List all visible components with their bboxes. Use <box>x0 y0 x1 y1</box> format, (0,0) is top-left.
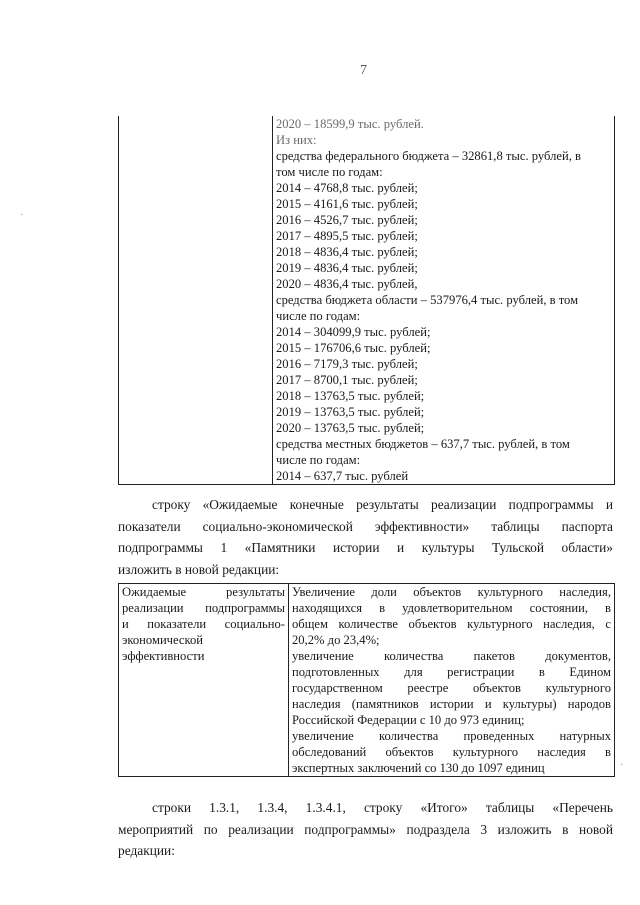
results-right-line: наследия (памятников истории и культуры) народов <box>292 697 611 711</box>
funding-line: 2017 – 4895,5 тыс. рублей; <box>276 229 418 243</box>
results-left-line: Ожидаемые результаты <box>122 585 285 599</box>
results-table-left-cell <box>119 584 289 777</box>
results-right-line: Российской Федерации с 10 до 973 единиц; <box>292 713 525 727</box>
funding-table-left-cell <box>119 116 273 485</box>
funding-line: 2014 – 637,7 тыс. рублей <box>276 469 409 483</box>
scan-speck: · <box>620 760 624 771</box>
paragraph-line: подпрограммы 1 «Памятники истории и культуры Тульской области» <box>118 540 613 555</box>
funding-line: том числе по годам: <box>276 165 383 179</box>
funding-line: средства местных бюджетов – 637,7 тыс. рублей, в том <box>276 437 570 451</box>
paragraph-line: показатели социально-экономической эффективности» таблицы паспорта <box>118 518 613 534</box>
funding-line: 2014 – 4768,8 тыс. рублей; <box>276 181 418 195</box>
funding-table <box>118 116 615 485</box>
results-right-line: подготовленных для регистрации в Едином <box>292 665 611 679</box>
funding-line: числе по годам: <box>276 309 361 323</box>
results-right-line: Увеличение доли объектов культурного наследия, <box>292 585 611 599</box>
page-number: 7 <box>360 63 367 78</box>
results-left-line: эффективности <box>122 649 205 663</box>
results-right-line: находящихся в удовлетворительном состоянии, в <box>292 601 611 615</box>
paragraph-passport-row <box>118 494 613 580</box>
results-table <box>118 583 615 777</box>
funding-line: 2016 – 4526,7 тыс. рублей; <box>276 213 418 227</box>
funding-line: 2017 – 8700,1 тыс. рублей; <box>276 373 418 387</box>
results-right-line: общем количестве объектов культурного наследия, с <box>292 617 611 631</box>
funding-line: средства федерального бюджета – 32861,8 тыс. рублей, в <box>276 149 581 163</box>
funding-line: 2018 – 13763,5 тыс. рублей; <box>276 389 425 403</box>
funding-line: 2015 – 4161,6 тыс. рублей; <box>276 197 418 211</box>
funding-line: 2020 – 4836,4 тыс. рублей, <box>276 277 418 291</box>
funding-line: 2016 – 7179,3 тыс. рублей; <box>276 357 418 371</box>
funding-line: 2020 – 13763,5 тыс. рублей; <box>276 421 425 435</box>
results-left-line: и показатели социально- <box>122 617 285 631</box>
results-table-right-cell <box>289 584 615 777</box>
funding-line: средства бюджета области – 537976,4 тыс. рублей, в том <box>276 293 579 307</box>
funding-line: 2018 – 4836,4 тыс. рублей; <box>276 245 418 259</box>
funding-line: 2014 – 304099,9 тыс. рублей; <box>276 325 431 339</box>
results-left-line: реализации подпрограммы <box>122 601 285 615</box>
funding-line: 2015 – 176706,6 тыс. рублей; <box>276 341 431 355</box>
paragraph-line: строки 1.3.1, 1.3.4, 1.3.4.1, строку «Итого» таблицы «Перечень <box>152 800 613 815</box>
paragraph-activities-rows <box>118 797 613 862</box>
funding-table-right-cell <box>273 116 615 485</box>
funding-line: 2019 – 4836,4 тыс. рублей; <box>276 261 418 275</box>
results-right-line: увеличение количества пакетов документов, <box>292 649 611 663</box>
funding-line: 2019 – 13763,5 тыс. рублей; <box>276 405 425 419</box>
results-right-line: государственном реестре объектов культурного <box>292 681 611 695</box>
results-right-line: экспертных заключений со 130 до 1097 единиц <box>292 761 545 775</box>
funding-line: Из них: <box>276 133 317 147</box>
paragraph-line: изложить в новой редакции: <box>118 561 280 577</box>
results-right-line: 20,2% до 23,4%; <box>292 633 380 647</box>
paragraph-line: редакции: <box>118 843 175 858</box>
funding-line: числе по годам: <box>276 453 361 467</box>
results-right-line: увеличение количества проведенных натурных <box>292 729 611 743</box>
paragraph-line: строку «Ожидаемые конечные результаты реализации подпрограммы и <box>152 497 613 512</box>
funding-line: 2020 – 18599,9 тыс. рублей. <box>276 117 424 131</box>
results-right-line: обследований объектов культурного наследия в <box>292 745 611 759</box>
scan-speck: · <box>20 210 24 221</box>
paragraph-line: мероприятий по реализации подпрограммы» подраздела 3 изложить в новой <box>118 821 613 837</box>
results-left-line: экономической <box>122 633 204 647</box>
